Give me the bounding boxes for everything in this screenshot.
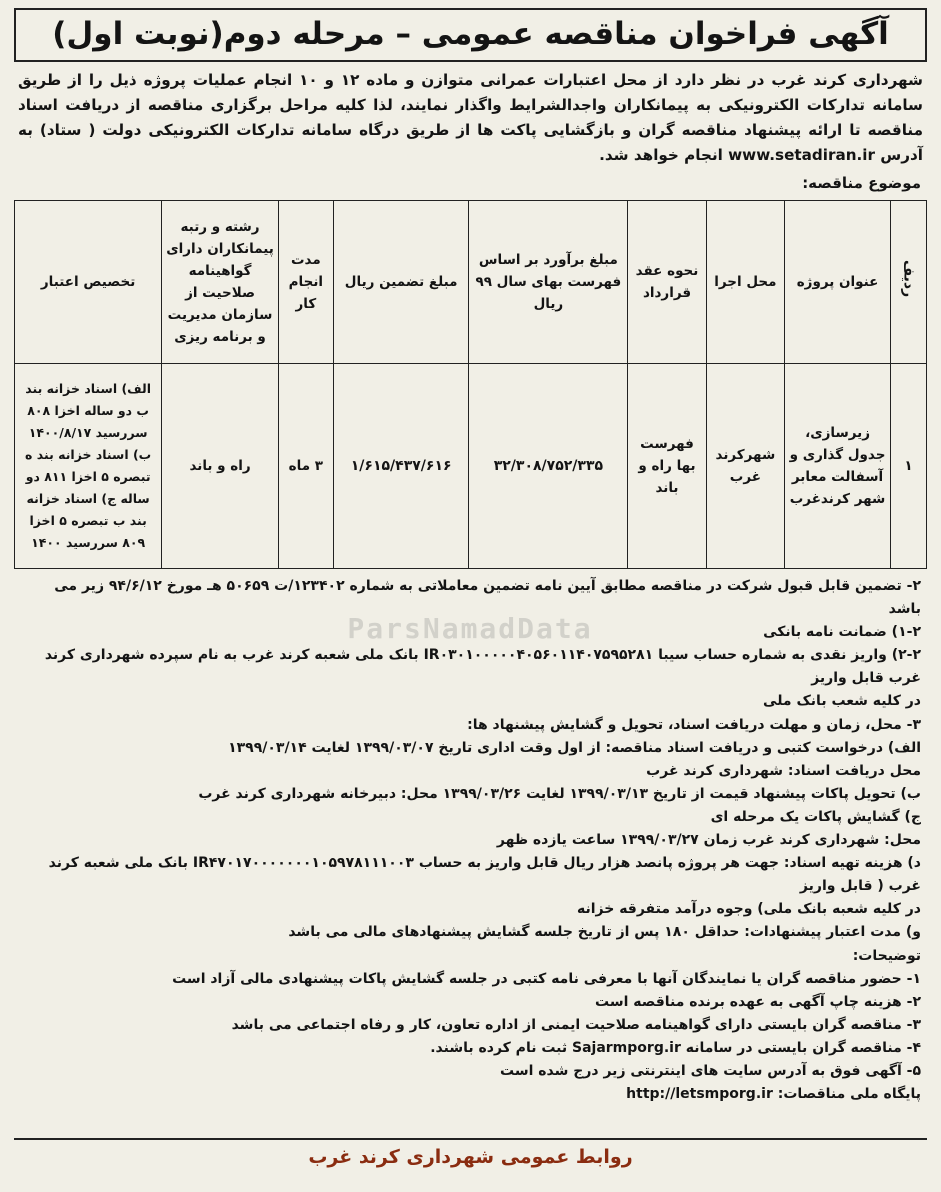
- setad-url: www.setadiran.ir: [728, 146, 875, 164]
- cell-contract: فهرست بها راه و باند: [628, 364, 706, 569]
- header-location: محل اجرا: [706, 201, 784, 364]
- footer-box: [14, 1138, 927, 1168]
- intro-text: شهرداری کرند غرب در نظر دارد از محل اعتبارات عمرانی متوازن و ماده ۱۲ و ۱۰ انجام عملیات پروژه ذیل را از طریق سامانه تدارکات الکترونیکی به پیمانکاران واجدالشرایط واگذار نمایند، لذا کلیه مراحل برگزاری مناقصه از دریافت اسناد مناقصه تا ارائه پیشنهاد مناقصه گران و بازگشایی پاکت ها از طریق درگاه سامانه تدارکات الکترونیکی دولت ( ستاد) به آدرس: [18, 71, 923, 164]
- table-row: [15, 364, 927, 569]
- cell-guarantee: [333, 364, 469, 569]
- body-line: الف) درخواست کتبی و دریافت اسناد مناقصه: از اول وقت اداری تاریخ ۱۳۹۹/۰۳/۰۷ لغایت ۱۳۹۹/۰۳/۱۴: [228, 739, 921, 756]
- cell-estimate: [469, 364, 628, 569]
- body-line: ۲-۲) واریز نقدی به شماره حساب سیبا IR۰۳۰۱۰۰۰۰۰۴۰۵۶۰۱۱۴۰۷۵۹۵۲۸۱ بانک ملی شعبه کرند غرب به نام سپرده شهرداری کرند غرب قابل واریز: [44, 647, 921, 687]
- header-duration: مدت انجام کار: [278, 201, 333, 364]
- note-line: ۳- مناقصه گران بایستی دارای گواهینامه صلاحیت ایمنی از اداره تعاون، کار و رفاه اجتماعی می باشد: [231, 1016, 921, 1033]
- cell-duration: ۳ ماه: [278, 364, 333, 569]
- body-line: محل: شهرداری کرند غرب زمان ۱۳۹۹/۰۳/۲۷ ساعت یازده ظهر: [496, 832, 921, 849]
- cell-location: شهرکرند غرب: [706, 364, 784, 569]
- tender-table: [14, 200, 927, 569]
- notice-body: [20, 575, 921, 1106]
- watermark-text: ParsNamadData: [347, 612, 593, 645]
- note-line: پایگاه ملی مناقصات: http://letsmporg.ir: [626, 1086, 921, 1103]
- cell-credit: الف) اسناد خزانه بند ب دو ساله اخزا ۸۰۸ سررسید ۱۴۰۰/۸/۱۷ ب) اسناد خزانه بند ه تبصره ۵ اخزا ۸۱۱ دو ساله ج) اسناد خزانه بند ب تبصره ۵ اخزا ۸۰۹ سررسید ۱۴۰۰: [15, 364, 162, 569]
- notes-heading: توضیحات:: [852, 947, 921, 964]
- body-line: د) هزینه تهیه اسناد: جهت هر پروژه پانصد هزار ریال قابل واریز به حساب IR۴۷۰۱۷۰۰۰۰۰۰۰۱۰۵۹۷۸۱۱۱۰۰۳ بانک ملی شعبه کرند غرب ( قابل واریز: [48, 855, 921, 895]
- header-contract: نحوه عقد قرارداد: [628, 201, 706, 364]
- intro-tail: انجام خواهد شد.: [599, 146, 723, 164]
- header-grade: رشته و رتبه پیمانکاران دارای گواهینامه صلاحیت از سازمان مدیریت و برنامه ریزی: [162, 201, 279, 364]
- note-line: ۲- هزینه چاپ آگهی به عهده برنده مناقصه است: [595, 993, 921, 1010]
- estimate-value: ۳۲/۳۰۸/۷۵۲/۳۳۵: [493, 458, 604, 474]
- guarantee-value: ۱/۶۱۵/۴۳۷/۶۱۶: [350, 458, 452, 474]
- header-credit: تخصیص اعتبار: [15, 201, 162, 364]
- cell-project: زیرسازی، جدول گذاری و آسفالت معابر شهر کرندغرب: [785, 364, 891, 569]
- header-estimate: مبلغ برآورد بر اساس فهرست بهای سال ۹۹ ریال: [469, 201, 628, 364]
- body-line: ۱-۲) ضمانت نامه بانکی: [763, 624, 921, 641]
- cell-grade: راه و باند: [162, 364, 279, 569]
- footer-signature: روابط عمومی شهرداری کرند غرب: [308, 1146, 633, 1168]
- notice-title: آگهی فراخوان مناقصه عمومی – مرحله دوم(نوبت اول): [52, 16, 889, 52]
- body-line: در کلیه شعبه بانک ملی) وجوه درآمد متفرقه خزانه: [576, 901, 921, 918]
- header-project: عنوان پروژه: [785, 201, 891, 364]
- body-line: ج) گشایش پاکات یک مرحله ای: [710, 808, 921, 825]
- subject-label: موضوع مناقصه:: [802, 174, 921, 192]
- body-line: و) مدت اعتبار پیشنهادات: حداقل ۱۸۰ پس از تاریخ جلسه گشایش پیشنهادهای مالی می باشد: [288, 924, 921, 941]
- body-line: محل دریافت اسناد: شهرداری کرند غرب: [646, 762, 921, 779]
- note-line: ۴- مناقصه گران بایستی در سامانه Sajarmporg.ir ثبت نام کرده باشند.: [430, 1039, 921, 1056]
- body-line: ۲- تضمین قابل قبول شرکت در مناقصه مطابق آیین نامه تضمین معاملاتی به شماره ۱۲۳۴۰۲/ت ۵۰۶۵۹ هـ مورخ ۹۴/۶/۱۲ زیر می باشد: [54, 578, 921, 618]
- header-guarantee: مبلغ تضمین ریال: [333, 201, 469, 364]
- note-line: ۵- آگهی فوق به آدرس سایت های اینترنتی زیر درج شده است: [500, 1062, 921, 1079]
- note-line: ۱- حضور مناقصه گران یا نمایندگان آنها با معرفی نامه کتبی در جلسه گشایش پاکات پیشنهادی مالی آزاد است: [172, 970, 921, 987]
- intro-paragraph: [18, 68, 923, 168]
- table-header-row: [15, 201, 927, 364]
- body-line: ب) تحویل پاکات پیشنهاد قیمت از تاریخ ۱۳۹۹/۰۳/۱۳ لغایت ۱۳۹۹/۰۳/۲۶ محل: دبیرخانه شهرداری کرند غرب: [198, 785, 921, 802]
- body-line: ۳- محل، زمان و مهلت دریافت اسناد، تحویل و گشایش پیشنهاد ها:: [467, 716, 921, 733]
- body-line: در کلیه شعب بانک ملی: [763, 693, 921, 710]
- title-box: [14, 8, 927, 62]
- cell-row-number: ۱: [891, 364, 927, 569]
- header-row-number: ردیف: [891, 201, 927, 364]
